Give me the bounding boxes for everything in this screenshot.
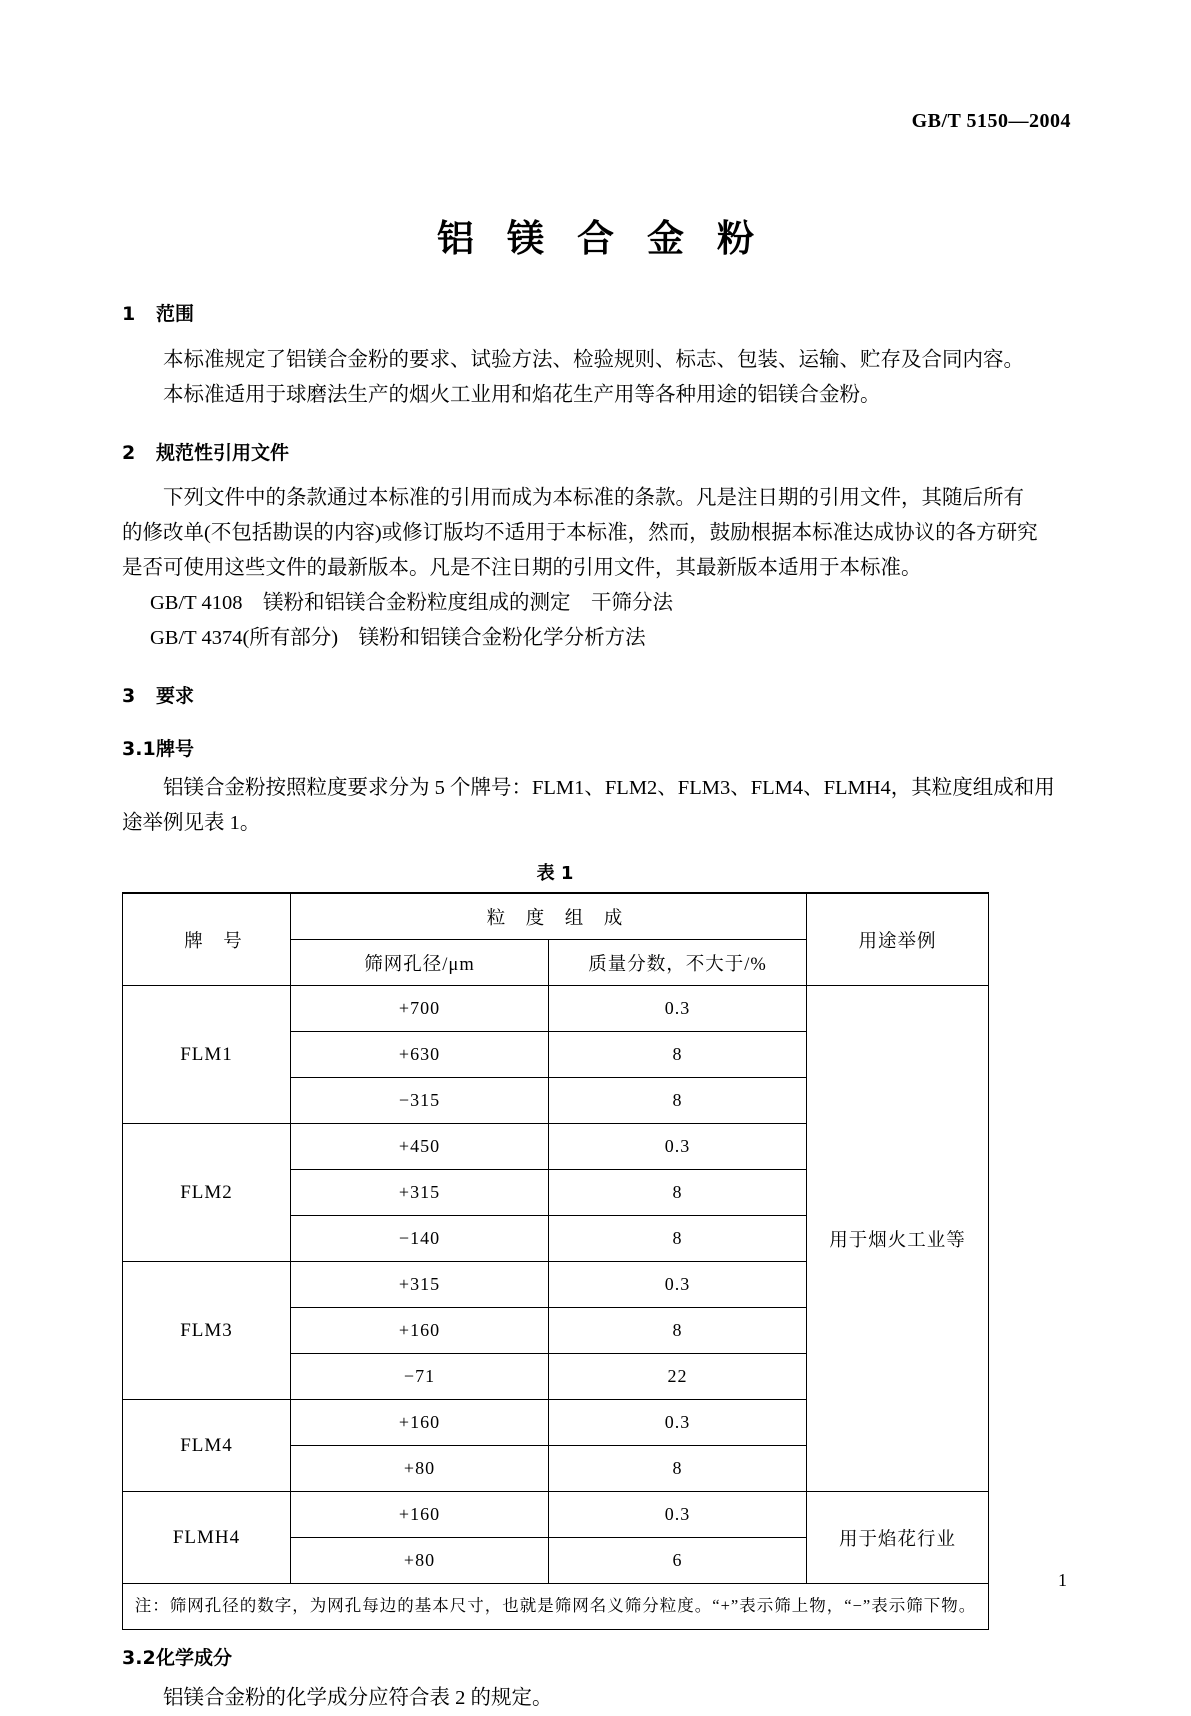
table-cell-mesh: −140 <box>291 1216 549 1262</box>
clause-number-3-1: 3.1 <box>122 737 156 760</box>
page-title: 铝镁合金粉 <box>437 217 787 260</box>
table-cell-grade: FLMH4 <box>123 1492 291 1584</box>
table-cell-mass: 8 <box>549 1170 807 1216</box>
table-note-row <box>123 1584 989 1630</box>
clause-3-2-paragraph-1: 铝镁合金粉的化学成分应符合表 2 的规定。 <box>163 1686 553 1709</box>
table-1-note: 注：筛网孔径的数字，为网孔每边的基本尺寸，也就是筛网名义筛分粒度。“+”表示筛上物，“−”表示筛下物。 <box>123 1584 989 1630</box>
table-1-caption: 表 1 <box>536 863 574 884</box>
table-cell-mesh: +315 <box>291 1262 549 1308</box>
clause-number-3-2: 3.2 <box>122 1647 156 1669</box>
clause-3-1-paragraph-line-1: 铝镁合金粉按照粒度要求分为 5 个牌号：FLM1、FLM2、FLM3、FLM4、FLMH4，其粒度组成和用 <box>163 777 1055 799</box>
table-cell-mesh: +80 <box>291 1446 549 1492</box>
table-cell-mesh: +160 <box>291 1400 549 1446</box>
clause-number-3: 3 <box>122 685 136 707</box>
table-row <box>123 1492 989 1538</box>
table-header-row-1 <box>123 893 989 940</box>
table-cell-mass: 8 <box>549 1078 807 1124</box>
clause-title-3-1: 牌号 <box>156 737 195 760</box>
page-number: 1 <box>1058 1570 1067 1590</box>
clause-heading-3-1 <box>122 735 988 764</box>
table-cell-mass: 8 <box>549 1032 807 1078</box>
table-cell-mesh: +315 <box>291 1170 549 1216</box>
table-row <box>123 986 989 1032</box>
normative-reference-2: GB/T 4374(所有部分) 镁粉和铝镁合金粉化学分析方法 <box>150 627 646 649</box>
table-cell-mass: 22 <box>549 1354 807 1400</box>
table-cell-mass: 8 <box>549 1216 807 1262</box>
document-body <box>122 300 1055 1716</box>
table-cell-mass: 6 <box>549 1538 807 1584</box>
table-1 <box>122 892 989 1630</box>
table-header-usage: 用途举例 <box>807 893 989 986</box>
table-cell-mesh: +450 <box>291 1124 549 1170</box>
table-cell-mesh: +700 <box>291 986 549 1032</box>
clause-heading-2 <box>122 439 988 468</box>
table-cell-usage: 用于焰花行业 <box>807 1492 989 1584</box>
table-cell-mesh: −315 <box>291 1078 549 1124</box>
table-cell-mass: 0.3 <box>549 1400 807 1446</box>
clause-1-paragraph-2: 本标准适用于球磨法生产的烟火工业用和焰花生产用等各种用途的铝镁合金粉。 <box>163 383 881 406</box>
table-cell-mass: 8 <box>549 1446 807 1492</box>
table-cell-mass: 0.3 <box>549 1124 807 1170</box>
table-header-granularity: 粒 度 组 成 <box>291 893 807 940</box>
clause-heading-3-2 <box>122 1644 988 1673</box>
table-cell-grade: FLM2 <box>123 1124 291 1262</box>
clause-2-paragraph-line-2: 的修改单(不包括勘误的内容)或修订版均不适用于本标准，然而，鼓励根据本标准达成协议的各方研究 <box>122 522 1038 544</box>
table-cell-mesh: +160 <box>291 1492 549 1538</box>
table-cell-grade: FLM3 <box>123 1262 291 1400</box>
table-header-mass-fraction: 质量分数，不大于/% <box>549 940 807 986</box>
table-cell-mesh: −71 <box>291 1354 549 1400</box>
table-cell-mass: 0.3 <box>549 1492 807 1538</box>
clause-2-paragraph-line-3: 是否可使用这些文件的最新版本。凡是不注日期的引用文件，其最新版本适用于本标准。 <box>122 557 922 579</box>
clause-1-paragraph-1: 本标准规定了铝镁合金粉的要求、试验方法、检验规则、标志、包装、运输、贮存及合同内容。 <box>163 348 1024 371</box>
table-cell-usage: 用于烟火工业等 <box>807 986 989 1492</box>
clause-heading-1 <box>122 300 988 329</box>
clause-title-2: 规范性引用文件 <box>156 441 290 464</box>
table-cell-mesh: +80 <box>291 1538 549 1584</box>
clause-title-3: 要求 <box>156 685 195 707</box>
table-header-mesh: 筛网孔径/μm <box>291 940 549 986</box>
table-cell-grade: FLM4 <box>123 1400 291 1492</box>
table-cell-mass: 0.3 <box>549 986 807 1032</box>
table-cell-mass: 0.3 <box>549 1262 807 1308</box>
clause-heading-3 <box>122 682 988 711</box>
table-cell-grade: FLM1 <box>123 986 291 1124</box>
table-cell-mesh: +630 <box>291 1032 549 1078</box>
clause-3-1-paragraph-line-2: 途举例见表 1。 <box>122 812 261 834</box>
clause-title-3-2: 化学成分 <box>156 1647 233 1669</box>
normative-reference-1: GB/T 4108 镁粉和铝镁合金粉粒度组成的测定 干筛分法 <box>150 592 673 614</box>
standard-code-header: GB/T 5150—2004 <box>911 110 1071 132</box>
table-header-brand: 牌 号 <box>123 893 291 986</box>
table-cell-mass: 8 <box>549 1308 807 1354</box>
clause-title-1: 范围 <box>156 303 195 325</box>
clause-number-1: 1 <box>122 303 136 325</box>
table-cell-mesh: +160 <box>291 1308 549 1354</box>
clause-number-2: 2 <box>122 441 136 464</box>
clause-2-paragraph-line-1: 下列文件中的条款通过本标准的引用而成为本标准的条款。凡是注日期的引用文件，其随后所有 <box>163 487 1024 509</box>
